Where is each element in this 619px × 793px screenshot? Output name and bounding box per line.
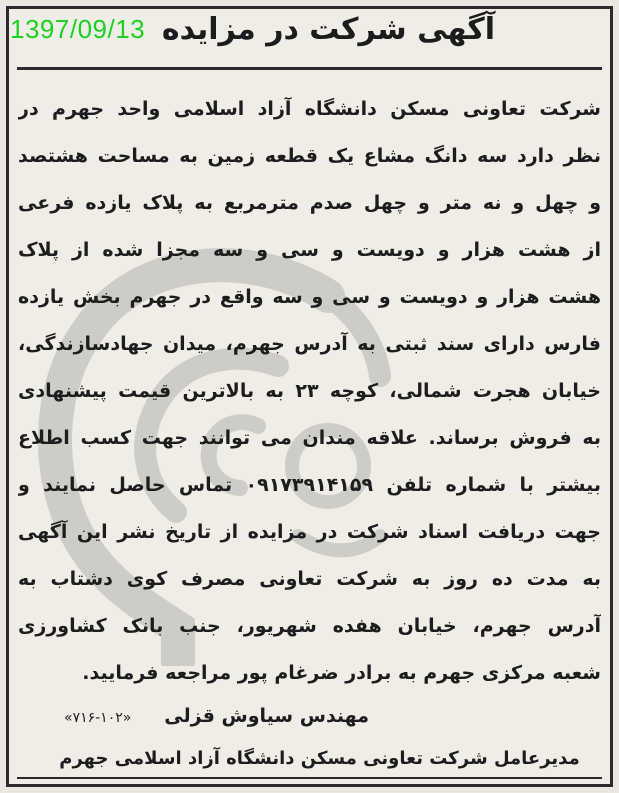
footer-title: مدیرعامل شرکت تعاونی مسکن دانشگاه آزاد اسلامی جهرم [59,748,580,769]
body-line: نظر دارد سه دانگ مشاع یک قطعه زمین به مساحت هشتصد [18,145,601,167]
body-line: هشت هزار و دویست و سی و سه واقع در جهرم بخش یازده [18,286,601,308]
header-divider [17,67,602,70]
date-stamp: 1397/09/13 [10,14,146,44]
body-line: شرکت تعاونی مسکن دانشگاه آزاد اسلامی واحد جهرم در [18,98,601,120]
body-line: به مدت ده روز به شرکت تعاونی مصرف کوی دشتاب به [18,568,601,590]
advertisement-body [18,86,601,697]
body-line: بیشتر با شماره تلفن ۰۹۱۷۳۹۱۴۱۵۹ تماس حاصل نمایند و [18,474,601,496]
signature-name: مهندس سیاوش قزلی [164,705,369,727]
footer-divider [17,777,602,779]
body-line: از هشت هزار و دویست و سی و سه مجزا شده از پلاک [18,239,601,261]
body-line: به فروش برساند. علاقه مندان می توانند جهت کسب اطلاع [18,427,601,449]
body-line: و چهل و نه متر و چهل صدم مترمربع به پلاک یازده فرعی [18,192,601,214]
body-line: آدرس جهرم، خیابان هفده شهریور، جنب بانک کشاورزی [18,615,601,637]
body-line: فارس دارای سند ثبتی به آدرس جهرم، میدان جهادسازندگی، [18,333,601,355]
body-line: جهت دریافت اسناد شرکت در مزایده از تاریخ نشر این آگهی [18,521,601,543]
page-title: آگهی شرکت در مزایده [161,12,495,47]
body-line: خیابان هجرت شمالی، کوچه ۲۳ به بالاترین قیمت پیشنهادی [18,380,601,402]
reference-code: «۷۱۶-۱۰۲» [64,710,132,726]
body-line: شعبه مرکزی جهرم به برادر ضرغام پور مراجعه فرمایید. [82,662,601,684]
